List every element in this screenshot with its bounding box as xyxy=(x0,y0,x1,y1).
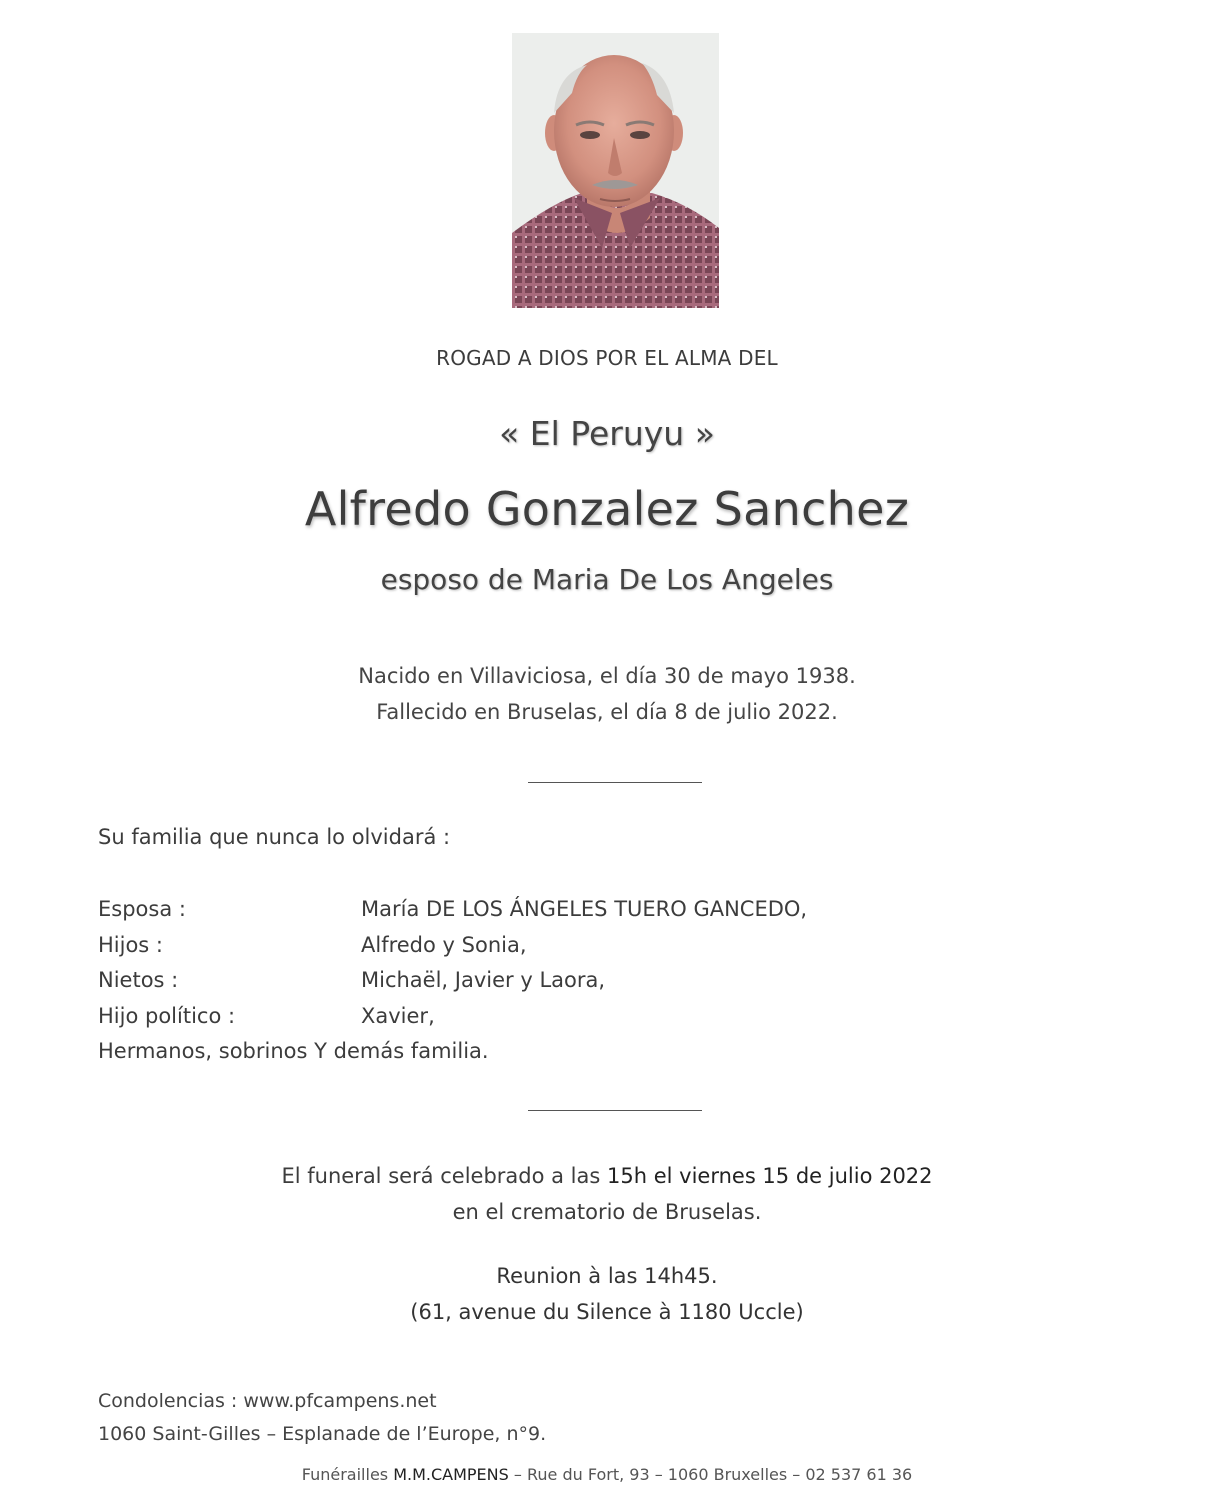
family-row xyxy=(98,891,998,927)
condolences-address: 1060 Saint-Gilles – Esplanade de l’Europe, n°9. xyxy=(98,1423,547,1445)
divider xyxy=(528,1110,702,1111)
footer xyxy=(0,1465,1214,1484)
birth-line: Nacido en Villaviciosa, el día 30 de mayo 1938. xyxy=(358,664,856,688)
deceased-name: Alfredo Gonzalez Sanchez xyxy=(304,482,910,536)
reunion-time: Reunion à las 14h45. xyxy=(496,1264,718,1288)
funeral-prefix: El funeral será celebrado a las xyxy=(281,1164,607,1188)
funeral-line xyxy=(0,1158,1214,1194)
family-intro: Su familia que nunca lo olvidará : xyxy=(98,825,451,849)
life-dates xyxy=(0,658,1214,730)
funeral-place: en el crematorio de Bruselas. xyxy=(452,1200,762,1224)
footer-prefix: Funérailles xyxy=(301,1465,394,1484)
death-line: Fallecido en Bruselas, el día 8 de julio 2022. xyxy=(376,700,838,724)
family-label: Nietos : xyxy=(98,968,179,992)
footer-rest: – Rue du Fort, 93 – 1060 Bruxelles – 02 537 61 36 xyxy=(508,1465,913,1484)
funeral-datetime: 15h el viernes 15 de julio 2022 xyxy=(607,1164,933,1188)
reunion-address: (61, avenue du Silence à 1180 Uccle) xyxy=(410,1300,804,1324)
family-label: Hijo político : xyxy=(98,1004,236,1028)
divider xyxy=(528,782,702,783)
family-closing-text: Hermanos, sobrinos Y demás familia. xyxy=(98,1039,489,1063)
spouse-line: esposo de Maria De Los Angeles xyxy=(380,563,834,596)
family-row xyxy=(98,998,998,1034)
reunion-info xyxy=(0,1258,1214,1330)
family-value: Alfredo y Sonia, xyxy=(361,933,527,957)
footer-brand: M.M.CAMPENS xyxy=(393,1465,509,1484)
family-value: María DE LOS ÁNGELES TUERO GANCEDO, xyxy=(361,897,808,921)
family-closing xyxy=(98,1033,998,1069)
portrait-photo xyxy=(512,33,719,308)
funeral-info xyxy=(0,1158,1214,1230)
nickname: « El Peruyu » xyxy=(499,414,715,453)
family-value: Xavier, xyxy=(361,1004,435,1028)
family-row xyxy=(98,962,998,998)
family-label: Hijos : xyxy=(98,933,163,957)
family-row xyxy=(98,927,998,963)
family-label: Esposa : xyxy=(98,897,186,921)
condolences xyxy=(98,1385,546,1451)
condolences-web: Condolencias : www.pfcampens.net xyxy=(98,1390,437,1412)
family-value: Michaël, Javier y Laora, xyxy=(361,968,606,992)
prayer-intro: ROGAD A DIOS POR EL ALMA DEL xyxy=(436,346,778,370)
